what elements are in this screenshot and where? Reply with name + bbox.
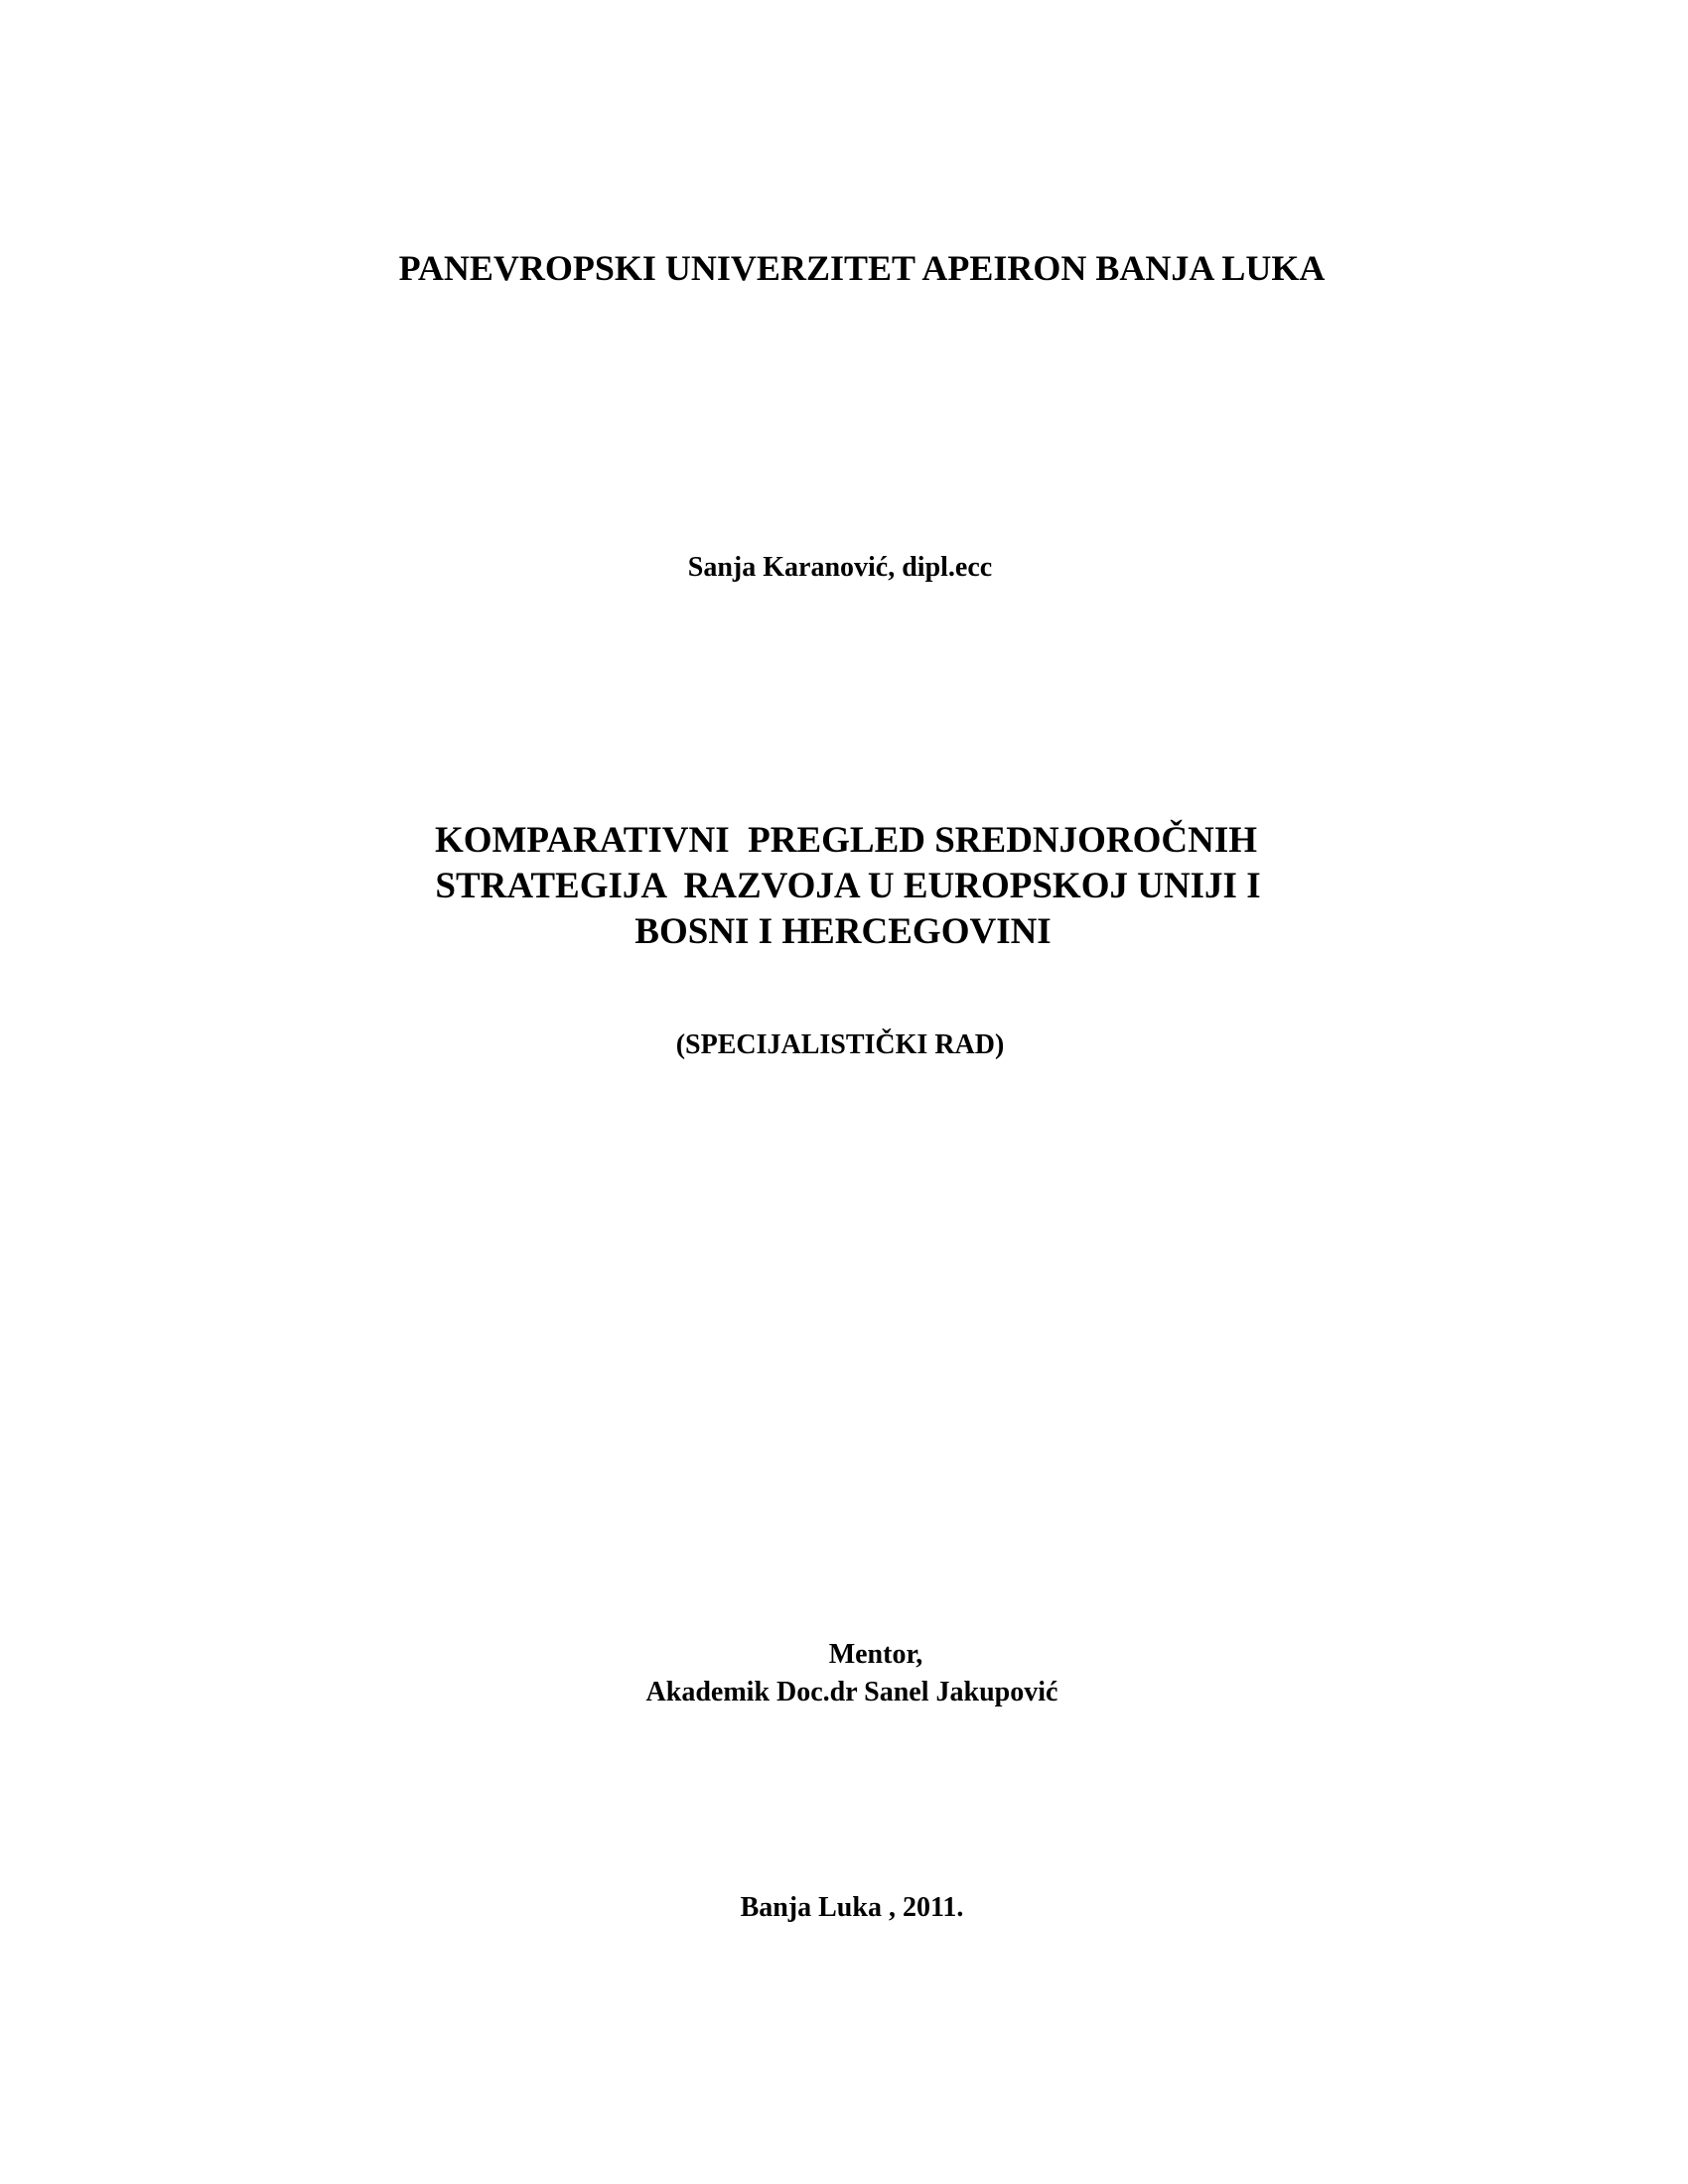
university-name: PANEVROPSKI UNIVERZITET APEIRON BANJA LUKA [398,248,1326,288]
place-and-date: Banja Luka , 2011. [740,1892,964,1923]
thesis-title-line-3: BOSNI I HERCEGOVINI [634,911,1052,952]
thesis-title-line-2: STRATEGIJA RAZVOJA U EUROPSKOJ UNIJI I [435,866,1261,906]
thesis-title-line-1: KOMPARATIVNI PREGLED SREDNJOROČNIH [434,820,1258,861]
author-name: Sanja Karanović, dipl.ecc [687,552,993,583]
document-type: (SPECIJALISTIČKI RAD) [675,1029,1005,1060]
thesis-title [0,818,1688,955]
mentor-label: Mentor, [828,1639,923,1670]
mentor-name: Akademik Doc.dr Sanel Jakupović [645,1677,1058,1707]
